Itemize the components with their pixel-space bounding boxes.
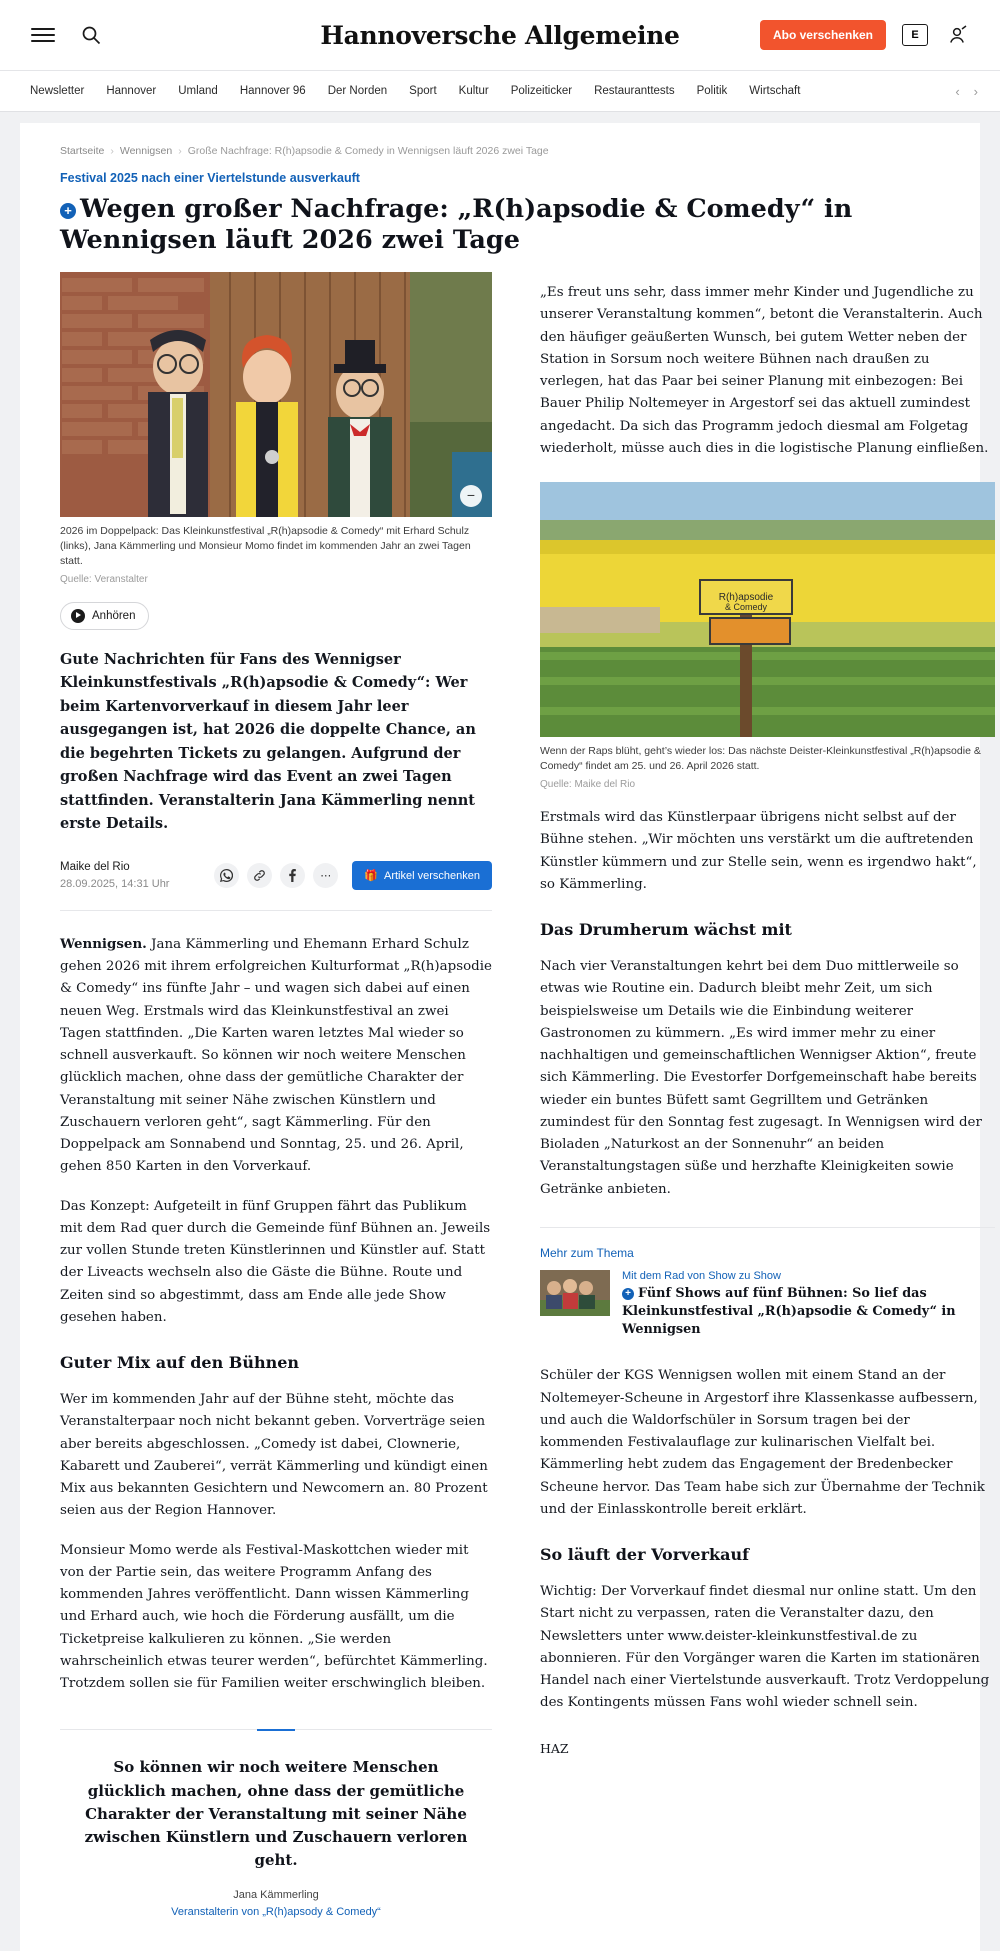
pullquote-text: So können wir noch weitere Menschen glücklich machen, ohne dass der gemütliche Charakter der Veranstaltung mit seiner Nähe zwischen Künstlern und Zuschauern verloren geht. <box>84 1758 468 1870</box>
paragraph: „Es freut uns sehr, dass immer mehr Kinder und Jugendliche zu unserer Veranstaltung kommen“, betont die Veranstalterin. Auch den häufiger geäußerten Wunsch, bei gutem Wetter neben der Station in Sorsum noch weitere Bühnen nach draußen zu verlegen, hat das Paar bei seiner Planung mit einbezogen: Bei Bauer Philip Noltemeyer in Argestorf sei das aktuell zumindest angedacht. Da sich das Programm jedoch diesmal am Folgetag wiederholt, müsse auch dies in die logistische Planung einfließen. <box>540 285 989 456</box>
breadcrumb-home[interactable]: Startseite <box>60 145 105 157</box>
gift-article-button[interactable] <box>352 861 492 890</box>
whatsapp-icon[interactable] <box>214 863 239 888</box>
page-title <box>60 194 940 256</box>
byline-row <box>60 858 492 911</box>
paragraph: Erstmals wird das Künstlerpaar übrigens nicht selbst auf der Bühne stehen. „Wir möchten uns verstärkt um die auftretenden Künstler kümmern und zur Stelle sein, wenn es irgendwo hakt“, so Kämmerling. <box>540 810 977 892</box>
main-figure <box>60 272 492 585</box>
paragraph: Schüler der KGS Wennigsen wollen mit einem Stand an der Noltemeyer-Scheune in Argestorf ihre Klassenkasse aufbessern, und auch die Waldorfschüler in Sorsum tragen bei der kommenden Festivalauflage zur kulinarischen Vielfalt bei. Kämmerling hebt zudem das Engagement der Bredenbecker Scheune hervor. Das Team habe sich zur Übernahme der Technik und der Einlasskontrolle bereit erklärt. <box>540 1368 985 1517</box>
listen-to-article-button[interactable] <box>60 602 149 630</box>
breadcrumb-current: Große Nachfrage: R(h)apsodie & Comedy in Wennigsen läuft 2026 zwei Tage <box>187 145 549 157</box>
pullquote-author-role: Veranstalterin von „R(h)apsody & Comedy“ <box>171 1905 381 1918</box>
listen-label: Anhören <box>92 609 136 622</box>
main-image-caption: 2026 im Doppelpack: Das Kleinkunstfestival „R(h)apsodie & Comedy“ mit Erhard Schulz (links), Jana Kämmerling und Monsieur Momo findet im kommenden Jahr an zwei Tagen statt. <box>60 525 471 568</box>
header-left-controls <box>30 22 104 48</box>
nav-item-umland[interactable]: Umland <box>178 85 218 97</box>
nav-item-restauranttests[interactable]: Restauranttests <box>594 85 675 97</box>
breadcrumb-section[interactable]: Wennigsen <box>119 145 173 157</box>
paragraph <box>60 933 492 1179</box>
second-image-caption: Wenn der Raps blüht, geht’s wieder los: Das nächste Deister-Kleinkunstfestival „R(h)apsodie & Comedy“ findet am 25. und 26. April 2026 statt. <box>540 745 981 773</box>
main-image-credit: Quelle: Veranstalter <box>60 573 148 585</box>
copy-link-icon[interactable] <box>247 863 272 888</box>
breadcrumb <box>60 137 940 171</box>
nav-item-polizeiticker[interactable]: Polizeiticker <box>510 85 573 97</box>
author-name[interactable]: Maike del Rio <box>60 860 130 873</box>
second-figure <box>540 482 995 790</box>
second-image-credit: Quelle: Maike del Rio <box>540 779 636 791</box>
related-article-thumbnail[interactable] <box>540 1270 610 1316</box>
article-column-right <box>540 272 995 1920</box>
gift-subscription-button[interactable]: Abo verschenken <box>760 20 886 50</box>
image-zoom-button[interactable]: − <box>460 485 482 507</box>
article-signature: HAZ <box>540 1740 569 1756</box>
article-columns <box>60 272 990 1920</box>
subheading: Das Drumherum wächst mit <box>540 920 792 940</box>
plus-badge-icon: + <box>622 1288 634 1300</box>
pullquote <box>60 1729 492 1920</box>
headline-text: Wegen großer Nachfrage: „R(h)apsodie & Comedy“ in Wennigsen läuft 2026 zwei Tage <box>60 194 853 256</box>
svg-text:R(h)apsodie: R(h)apsodie <box>718 592 774 604</box>
related-article[interactable] <box>540 1270 995 1339</box>
nav-item-wirtschaft[interactable]: Wirtschaft <box>749 85 801 97</box>
paragraph-text: Jana Kämmerling und Ehemann Erhard Schulz gehen 2026 mit ihrem erfolgreichen Kulturformat „R(h)apsodie & Comedy“ ins fünfte Jahr – und wagen sich dabei auf einen neuen Weg. Erstmals wird das Kleinkunstfestival an zwei Tagen stattfinden. „Die Karten waren letztes Mal wieder so schnell ausverkauft. So können wir noch weitere Menschen glücklich machen, ohne dass der gemütliche Charakter der Veranstaltung mit seiner Nähe zwischen Künstlern und Zuschauern verloren geht“, sagt Kämmerling. Für den Doppelpack am Sonnabend und Sonntag, 25. und 26. April, gehen 850 Karten in den Vorverkauf. <box>60 936 492 1175</box>
svg-text:& Comedy: & Comedy <box>724 602 768 613</box>
article-sheet <box>20 123 990 1951</box>
pullquote-author <box>60 1887 492 1921</box>
article-kicker: Festival 2025 nach einer Viertelstunde ausverkauft <box>60 171 360 185</box>
search-icon[interactable] <box>78 22 104 48</box>
breadcrumb-separator-icon: › <box>110 145 114 157</box>
paragraph: Monsieur Momo werde als Festival-Maskottchen wieder mit von der Partie sein, das weitere Programm Anfang des kommenden Jahres veröffentlicht. Dann wissen Kämmerling und Erhard auch, wie hoch die Förderung ausfällt, um die Ticketpreise kalkulieren zu können. „Sie werden wahrscheinlich etwas teurer werden“, befürchtet Kämmerling. Trotzdem sollen sie für Familien weiter erschwinglich bleiben. <box>60 1542 488 1692</box>
share-group <box>214 861 492 890</box>
more-options-icon[interactable]: ⋯ <box>313 863 338 888</box>
main-article-image[interactable] <box>60 272 492 517</box>
publish-date: 28.09.2025, 14:31 Uhr <box>60 878 170 891</box>
user-account-icon[interactable] <box>944 22 970 48</box>
related-article-text <box>622 1270 995 1339</box>
hamburger-menu-icon[interactable] <box>30 22 56 48</box>
article-column-left <box>60 272 492 1920</box>
subheading: Guter Mix auf den Bühnen <box>60 1353 300 1373</box>
nav-item-politik[interactable]: Politik <box>696 85 728 97</box>
nav-scroll-controls <box>955 84 978 99</box>
plus-badge-icon: + <box>60 203 76 219</box>
second-article-image[interactable] <box>540 482 995 737</box>
nav-item-sport[interactable]: Sport <box>409 85 437 97</box>
related-section-label: Mehr zum Thema <box>540 1227 995 1260</box>
main-navigation <box>0 70 1000 112</box>
gift-article-label: Artikel verschenken <box>384 869 480 882</box>
chevron-left-icon[interactable]: ‹ <box>955 83 960 99</box>
related-article-kicker: Mit dem Rad von Show zu Show <box>622 1269 781 1282</box>
article-lead: Gute Nachrichten für Fans des Wennigser Kleinkunstfestivals „R(h)apsodie & Comedy“: Wer beim Kartenvorverkauf in diesem Jahr leer ausgegangen ist, hat 2026 die doppelte Chance, an die begehrten Tickets zu gelangen. Aufgrund der großen Nachfrage wird das Event an zwei Tagen stattfinden. Veranstalterin Jana Kämmerling nennt erste Details. <box>60 650 476 833</box>
gift-box-icon: 🎁 <box>364 870 378 883</box>
chevron-right-icon[interactable]: › <box>973 83 978 99</box>
play-icon <box>71 609 85 623</box>
site-header <box>0 0 1000 70</box>
paragraph: Nach vier Veranstaltungen kehrt bei dem Duo mittlerweile so etwas wie Routine ein. Dadurch bleibt mehr Zeit, um sich beispielsweise um Details wie die Einbindung weiterer Gastronomen zu kümmern. „Es wird immer mehr zu einer nachhaltigen und gemeinschaftlichen Wennigser Aktion“, freute sich Kämmerling. Die Evestorfer Dorfgemeinschaft habe bereits wieder ein buntes Büfett samt Gegrilltem und Getränken zumindest für den Sonntag fest zugesagt. In Wennigsen wird der Bioladen „Naturkost an der Sonnenuhr“ an beiden Veranstaltungstagen süße und herzhafte Kleinigkeiten sowie Getränke anbieten. <box>540 959 982 1197</box>
epaper-icon[interactable]: E <box>902 24 928 46</box>
nav-item-hannover96[interactable]: Hannover 96 <box>239 85 306 97</box>
nav-item-hannover[interactable]: Hannover <box>106 85 157 97</box>
pullquote-author-name: Jana Kämmerling <box>233 1888 319 1901</box>
nav-item-newsletter[interactable]: Newsletter <box>30 85 85 97</box>
paragraph: Das Konzept: Aufgeteilt in fünf Gruppen fährt das Publikum mit dem Rad quer durch die Gemeinde fünf Bühnen an. Jeweils zur vollen Stunde treten Künstlerinnen und Künstler auf. Statt der Liveacts wechseln also die Gäste die Bühne. Route und Zeiten sind so abgestimmt, dass am Ende alle jede Show gesehen haben. <box>60 1198 491 1325</box>
author-block <box>60 858 169 894</box>
facebook-icon[interactable] <box>280 863 305 888</box>
nav-item-kultur[interactable]: Kultur <box>458 85 489 97</box>
dateline: Wennigsen. <box>60 935 147 952</box>
subheading: So läuft der Vorverkauf <box>540 1545 750 1564</box>
related-title-text: Fünf Shows auf fünf Bühnen: So lief das Kleinkunstfestival „R(h)apsodie & Comedy“ in Wennigsen <box>622 1285 956 1338</box>
nav-item-der-norden[interactable]: Der Norden <box>327 85 388 97</box>
paragraph: Wer im kommenden Jahr auf der Bühne steht, möchte das Veranstalterpaar noch nicht bekannt geben. Vorverträge seien aber bereits abgeschlossen. „Comedy ist dabei, Clownerie, Kabarett und Zauberei“, verrät Kämmerling und kündigt einen Mix aus bekannten Gesichtern und Newcomern an. 80 Prozent seien aus der Region Hannover. <box>60 1392 488 1519</box>
paragraph: Wichtig: Der Vorverkauf findet diesmal nur online statt. Um den Start nicht zu verpassen, raten die Veranstalter dazu, den Newsletters unter www.deister-kleinkunstfestival.de zu abonnieren. Für den Vorgänger waren die Karten im stationären Handel nach einer Viertelstunde ausverkauft. Trotz Verdoppelung des Kontingents müssen Fans wohl wieder schnell sein. <box>540 1584 990 1711</box>
header-right-controls <box>760 20 970 50</box>
breadcrumb-separator-icon: › <box>178 145 182 157</box>
site-logo[interactable]: Hannoversche Allgemeine <box>320 20 680 50</box>
related-article-title[interactable] <box>622 1285 995 1339</box>
